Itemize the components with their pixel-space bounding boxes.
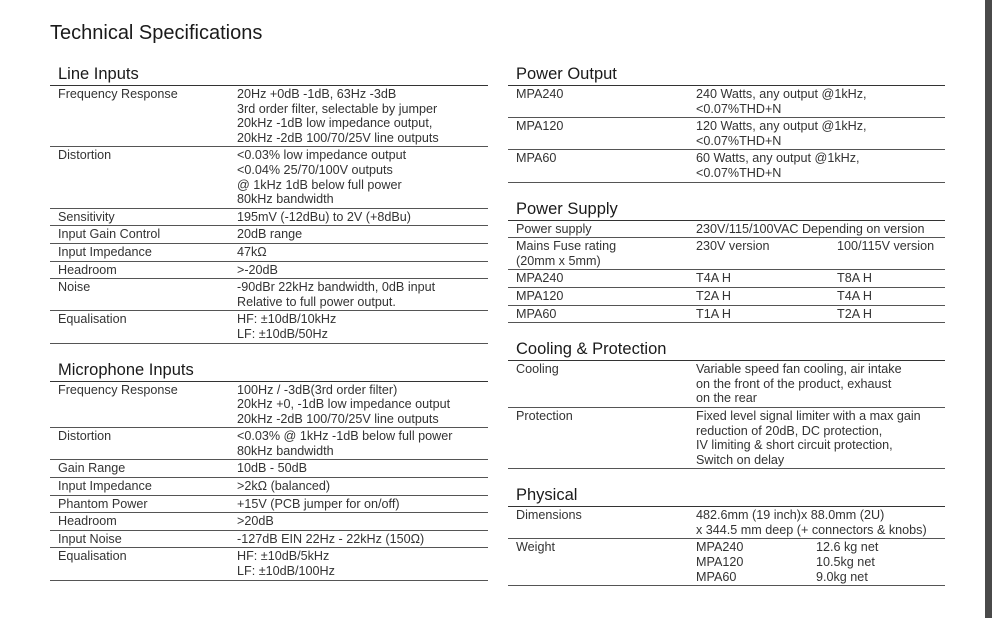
fuse-value-230v: T1A H (696, 306, 731, 321)
spec-row (50, 86, 488, 147)
spec-value-line: 240 Watts, any output @1kHz, (696, 87, 867, 101)
spec-value-line: LF: ±10dB/50Hz (237, 326, 328, 341)
spec-row (50, 244, 488, 262)
spec-label: Frequency Response (58, 382, 178, 397)
spec-value (237, 263, 488, 278)
spec-value-line: 3rd order filter, selectable by jumper (237, 101, 438, 116)
fuse-value-230v: T2A H (696, 288, 731, 303)
spec-label: MPA240 (516, 271, 564, 286)
spec-value (237, 87, 488, 145)
spec-value-line: <0.07%THD+N (696, 165, 782, 180)
spec-value-line: <0.03% low impedance output (237, 148, 407, 163)
weight-model: MPA240 (696, 540, 744, 555)
spec-row (50, 513, 488, 531)
section-title: Microphone Inputs (50, 360, 488, 382)
spec-value-line: >-20dB (237, 262, 278, 277)
spec-value-line: <0.07%THD+N (696, 133, 782, 148)
spec-value-line: LF: ±10dB/100Hz (237, 564, 335, 579)
spec-value (696, 307, 945, 322)
spec-value-line: <0.04% 25/70/100V outputs (237, 162, 393, 177)
spec-value (237, 383, 488, 427)
spec-value (696, 508, 945, 537)
spec-label: Headroom (58, 514, 117, 529)
spec-value (237, 245, 488, 260)
spec-value-line: HF: ±10dB/5kHz (237, 549, 330, 564)
spec-value (696, 289, 945, 304)
spec-value (237, 549, 488, 578)
spec-row (50, 311, 488, 343)
weight-model: MPA120 (696, 555, 744, 570)
weight-value: 12.6 kg net (816, 540, 879, 555)
section-title: Cooling & Protection (508, 339, 945, 361)
spec-table (508, 86, 945, 183)
spec-value-line: on the front of the product, exhaust (696, 376, 892, 391)
spec-label-line: Mains Fuse rating (516, 239, 617, 254)
spec-label: Equalisation (58, 549, 127, 564)
spec-label: MPA60 (516, 306, 557, 321)
spec-value-line: IV limiting & short circuit protection, (696, 438, 893, 453)
spec-value-line: 80kHz bandwidth (237, 192, 334, 207)
spec-value (696, 222, 945, 237)
spec-value-line: +15V (PCB jumper for on/off) (237, 496, 400, 511)
spec-value-line: >20dB (237, 514, 274, 529)
spec-row (50, 428, 488, 460)
spec-row (508, 408, 945, 469)
spec-value-line: 20dB range (237, 227, 303, 242)
fuse-column-230v: 230V version (696, 239, 770, 254)
weight-values (816, 540, 878, 584)
spec-value (237, 514, 488, 529)
power-output-section (508, 64, 945, 183)
fuse-value-100-115v: T8A H (837, 271, 872, 286)
weight-model: MPA60 (696, 569, 737, 584)
spec-row (50, 226, 488, 244)
spec-value (696, 87, 945, 116)
spec-row (508, 221, 945, 239)
spec-value-line: on the rear (696, 391, 757, 406)
fuse-value-100-115v: T4A H (837, 288, 872, 303)
spec-row (50, 531, 488, 549)
spec-label: Distortion (58, 148, 112, 163)
spec-value-line: 60 Watts, any output @1kHz, (696, 151, 860, 166)
spec-value-line: 20kHz -1dB low impedance output, (237, 116, 433, 131)
spec-label: MPA120 (516, 288, 564, 303)
spec-value (237, 210, 488, 225)
spec-value-line: 20kHz +0, -1dB low impedance output (237, 397, 451, 412)
spec-row (508, 86, 945, 118)
fuse-value-230v: T4A H (696, 271, 731, 286)
spec-value-line: 100Hz / -3dB(3rd order filter) (237, 382, 398, 397)
spec-label: MPA60 (516, 151, 557, 166)
spec-value-line: >2kΩ (balanced) (237, 479, 331, 494)
spec-label: Weight (516, 540, 555, 555)
section-title: Physical (508, 485, 945, 507)
spec-row (50, 496, 488, 514)
cooling-protection-section (508, 339, 945, 469)
spec-row (50, 279, 488, 311)
spec-value-line: 195mV (-12dBu) to 2V (+8dBu) (237, 209, 411, 224)
spec-value (237, 312, 488, 341)
spec-label: Protection (516, 408, 573, 423)
spec-value-line: 20kHz -2dB 100/70/25V line outputs (237, 411, 439, 426)
spec-value (237, 227, 488, 242)
spec-label: Input Gain Control (58, 227, 161, 242)
section-title: Line Inputs (50, 64, 488, 86)
spec-row (50, 147, 488, 208)
spec-value-line: Relative to full power output. (237, 294, 396, 309)
spec-row (50, 382, 488, 429)
spec-value (237, 280, 488, 309)
spec-row (508, 238, 945, 270)
fuse-value-100-115v: T2A H (837, 306, 872, 321)
spec-label: Input Impedance (58, 244, 152, 259)
spec-label: Equalisation (58, 312, 127, 327)
spec-label (508, 239, 696, 268)
spec-value-line: 20Hz +0dB -1dB, 63Hz -3dB (237, 87, 397, 101)
page-title: Technical Specifications (50, 22, 263, 44)
spec-value-line: <0.03% @ 1kHz -1dB below full power (237, 429, 453, 444)
spec-value-line: -127dB EIN 22Hz - 22kHz (150Ω) (237, 531, 425, 546)
spec-value-line: reduction of 20dB, DC protection, (696, 423, 883, 438)
spec-label: Headroom (58, 262, 117, 277)
spec-row (508, 507, 945, 539)
spec-table (50, 86, 488, 344)
spec-value-line: Fixed level signal limiter with a max gain (696, 408, 921, 423)
spec-value (237, 461, 488, 476)
spec-label: Frequency Response (58, 87, 178, 101)
weight-value: 10.5kg net (816, 555, 875, 570)
spec-label: Power supply (516, 221, 592, 236)
spec-table (508, 221, 945, 324)
spec-table (508, 507, 945, 586)
power-supply-section (508, 199, 945, 324)
spec-table (508, 361, 945, 469)
spec-value (696, 151, 945, 180)
spec-row (50, 209, 488, 227)
spec-value (696, 362, 945, 406)
section-title: Power Supply (508, 199, 945, 221)
physical-section (508, 485, 945, 586)
spec-value-line: 120 Watts, any output @1kHz, (696, 119, 867, 134)
spec-value-line: 10dB - 50dB (237, 461, 308, 476)
spec-value (696, 119, 945, 148)
spec-row (508, 361, 945, 408)
spec-value (237, 479, 488, 494)
spec-row (508, 306, 945, 324)
spec-row (50, 460, 488, 478)
spec-value-line: <0.07%THD+N (696, 101, 782, 116)
fuse-column-100-115v: 100/115V version (837, 239, 935, 254)
weight-models (696, 540, 816, 584)
spec-value-line: @ 1kHz 1dB below full power (237, 177, 402, 192)
spec-label: Distortion (58, 429, 112, 444)
spec-label-line: (20mm x 5mm) (516, 253, 601, 268)
spec-row (508, 118, 945, 150)
spec-label: Input Noise (58, 531, 122, 546)
spec-label: Dimensions (516, 508, 582, 523)
spec-value (237, 532, 488, 547)
spec-value-line: 20kHz -2dB 100/70/25V line outputs (237, 130, 439, 145)
spec-value-line: Switch on delay (696, 452, 785, 467)
microphone-inputs-section (50, 360, 488, 581)
spec-label: Sensitivity (58, 209, 115, 224)
weight-value: 9.0kg net (816, 569, 868, 584)
spec-value (696, 271, 945, 286)
spec-row (508, 288, 945, 306)
left-column (50, 64, 488, 597)
spec-label: Phantom Power (58, 496, 148, 511)
spec-value-line: 47kΩ (237, 244, 267, 259)
spec-label: Gain Range (58, 461, 126, 476)
spec-value (237, 148, 488, 206)
spec-label: Input Impedance (58, 479, 152, 494)
right-column (508, 64, 945, 602)
spec-value (237, 497, 488, 512)
spec-value-line: 482.6mm (19 inch)x 88.0mm (2U) (696, 508, 885, 523)
spec-row (508, 270, 945, 288)
line-inputs-section (50, 64, 488, 344)
spec-row (50, 262, 488, 280)
spec-row (508, 150, 945, 182)
spec-label: Cooling (516, 362, 559, 377)
spec-row (50, 478, 488, 496)
spec-value-line: 80kHz bandwidth (237, 443, 334, 458)
spec-label: Noise (58, 280, 91, 295)
spec-value (696, 540, 945, 584)
spec-row (50, 548, 488, 580)
spec-row (508, 539, 945, 586)
spec-label: MPA240 (516, 87, 564, 101)
section-title: Power Output (508, 64, 945, 86)
viewer-edge-bar (985, 0, 992, 618)
spec-value-line: HF: ±10dB/10kHz (237, 312, 337, 327)
spec-value-line: x 344.5 mm deep (+ connectors & knobs) (696, 522, 927, 537)
spec-value (237, 429, 488, 458)
spec-value-line: -90dBr 22kHz bandwidth, 0dB input (237, 280, 436, 295)
spec-label: MPA120 (516, 119, 564, 134)
spec-value (696, 239, 945, 268)
spec-table (50, 382, 488, 581)
spec-value-line: Variable speed fan cooling, air intake (696, 362, 902, 377)
spec-value-line: 230V/115/100VAC Depending on version (696, 221, 925, 236)
spec-value (696, 409, 945, 467)
